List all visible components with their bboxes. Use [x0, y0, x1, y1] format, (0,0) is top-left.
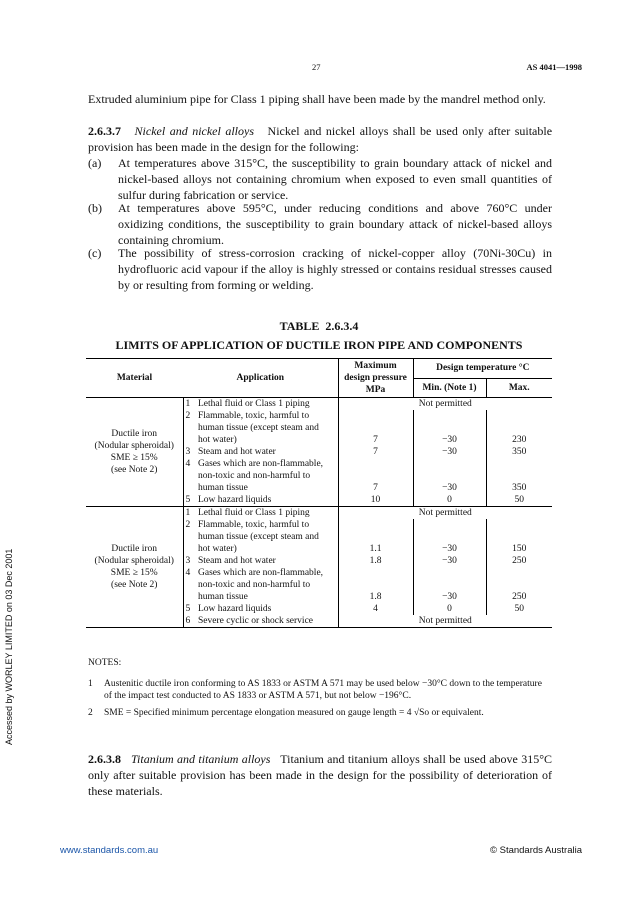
not-permitted-cell: Not permitted: [338, 398, 552, 411]
min-temp-cell: −30: [413, 458, 486, 494]
material-line: (see Note 2): [111, 580, 158, 590]
list-item-text: At temperatures above 595°C, under reducing conditions and above 760°C under oxidizing conditions, the susceptibility to grain boundary attack of nickel-based alloys containing chromium.: [118, 201, 552, 247]
max-temp-cell: 250: [486, 555, 552, 567]
application-cell: [196, 410, 338, 446]
application-line: Steam and hot water: [198, 447, 276, 457]
table-label: TABLE 2.6.3.4: [279, 319, 359, 333]
table-title: LIMITS OF APPLICATION OF DUCTILE IRON PIPE AND COMPONENTS: [115, 338, 523, 352]
material-cell: [86, 398, 183, 507]
application-cell: [196, 567, 338, 603]
section-title: Titanium and titanium alloys: [131, 752, 271, 766]
list-item-b: [88, 200, 552, 248]
note-number: 2: [88, 708, 93, 718]
row-number: 3: [183, 555, 196, 567]
row-number: 3: [183, 446, 196, 458]
application-line: human tissue: [198, 592, 248, 602]
note-1: [88, 678, 552, 702]
standard-number: AS 4041—1998: [526, 62, 582, 72]
application-line: Lethal fluid or Class 1 piping: [198, 399, 310, 409]
application-cell: [196, 507, 338, 520]
min-temp-cell: 0: [413, 603, 486, 615]
row-number: 1: [183, 507, 196, 520]
row-number: 4: [183, 567, 196, 603]
material-line: (Nodular spheroidal): [94, 556, 174, 566]
application-cell: [196, 519, 338, 555]
intro-paragraph: Extruded aluminium pipe for Class 1 piping shall have been made by the mandrel method only.: [88, 92, 546, 106]
access-stamp: Accessed by WORLEY LIMITED on 03 Dec 2001: [4, 548, 14, 745]
note-text: Austenitic ductile iron conforming to AS 1833 or ASTM A 571 may be used below −30°C down to the temperature of the impact test conducted to AS 1833 or ASTM A 571, but not below −196°C.: [104, 679, 542, 701]
header-material: Material: [86, 359, 183, 398]
limits-table: [86, 358, 552, 628]
pressure-cell: 7: [338, 410, 413, 446]
row-number: 5: [183, 603, 196, 615]
max-temp-cell: 350: [486, 446, 552, 458]
section-body: Nickel and nickel alloys shall be used only after suitable provision has been made in the design for the following:: [88, 124, 553, 154]
copyright: © Standards Australia: [489, 845, 582, 856]
max-temp-cell: 50: [486, 603, 552, 615]
list-item-label: (c): [88, 246, 102, 260]
page-number: 27: [312, 62, 321, 72]
application-cell: [196, 398, 338, 411]
list-item-c: [88, 245, 552, 293]
section-number: 2.6.3.8: [88, 752, 121, 766]
material-line: (see Note 2): [111, 465, 158, 475]
section-2637: [88, 123, 552, 155]
max-temp-cell: 350: [486, 458, 552, 494]
application-line: non-toxic and non-harmful to: [198, 580, 311, 590]
min-temp-cell: −30: [413, 519, 486, 555]
header-application: Application: [183, 359, 338, 398]
header-max-pressure: Maximum design pressure MPa: [338, 359, 413, 398]
note-number: 1: [88, 679, 93, 689]
list-item-text: At temperatures above 315°C, the susceptibility to grain boundary attack of nickel and nickel-based alloys not containing chromium when exposed to even small quantities of sulfur during fabrication or service.: [118, 156, 552, 202]
application-line: Flammable, toxic, harmful to: [198, 411, 310, 421]
notes-label: NOTES:: [88, 658, 122, 668]
note-text: SME = Specified minimum percentage elongation measured on gauge length = 4 √So or equivalent.: [104, 708, 484, 718]
min-temp-cell: −30: [413, 410, 486, 446]
application-line: Gases which are non-flammable,: [198, 459, 324, 469]
material-line: (Nodular spheroidal): [94, 441, 174, 451]
max-temp-cell: 150: [486, 519, 552, 555]
header-design-temp: Design temperature °C: [413, 359, 552, 379]
application-cell: [196, 494, 338, 507]
section-2638: [88, 751, 552, 799]
section-number: 2.6.3.7: [88, 124, 121, 138]
application-line: Lethal fluid or Class 1 piping: [198, 508, 310, 518]
row-number: 5: [183, 494, 196, 507]
min-temp-cell: −30: [413, 446, 486, 458]
application-line: non-toxic and non-harmful to: [198, 471, 311, 481]
max-temp-cell: 250: [486, 567, 552, 603]
application-line: Low hazard liquids: [198, 495, 272, 505]
list-item-label: (a): [88, 156, 102, 170]
list-item-text: The possibility of stress-corrosion cracking of nickel-copper alloy (70Ni-30Cu) in hydrofluoric acid vapour if the alloy is highly stressed or contains residual stresses caused by or resulting from forming or welding.: [118, 246, 552, 292]
application-line: human tissue: [198, 483, 248, 493]
application-line: Severe cyclic or shock service: [198, 616, 314, 626]
row-number: 2: [183, 410, 196, 446]
row-number: 4: [183, 458, 196, 494]
website-link[interactable]: www.standards.com.au: [60, 845, 159, 856]
material-line: Ductile iron: [111, 544, 158, 554]
max-temp-cell: 50: [486, 494, 552, 507]
material-line: SME ≥ 15%: [110, 568, 158, 578]
note-2: [88, 707, 552, 719]
table-row: [86, 507, 552, 520]
min-temp-cell: −30: [413, 555, 486, 567]
row-number: 1: [183, 398, 196, 411]
pressure-cell: 1.1: [338, 519, 413, 555]
not-permitted-cell: Not permitted: [338, 507, 552, 520]
pressure-cell: 10: [338, 494, 413, 507]
application-line: human tissue (except steam and: [198, 423, 319, 433]
application-line: Steam and hot water: [198, 556, 276, 566]
application-line: human tissue (except steam and: [198, 532, 319, 542]
list-item-a: [88, 155, 552, 203]
pressure-cell: 4: [338, 603, 413, 615]
application-line: Flammable, toxic, harmful to: [198, 520, 310, 530]
application-line: hot water): [198, 435, 237, 445]
application-cell: [196, 603, 338, 615]
table-row: [86, 398, 552, 411]
application-cell: [196, 615, 338, 628]
min-temp-cell: −30: [413, 567, 486, 603]
pressure-cell: 1.8: [338, 567, 413, 603]
material-line: SME ≥ 15%: [110, 453, 158, 463]
material-cell: [86, 507, 183, 628]
pressure-cell: 7: [338, 446, 413, 458]
application-line: Low hazard liquids: [198, 604, 272, 614]
row-number: 6: [183, 615, 196, 628]
application-cell: [196, 555, 338, 567]
application-cell: [196, 446, 338, 458]
pressure-cell: 7: [338, 458, 413, 494]
material-line: Ductile iron: [111, 429, 158, 439]
min-temp-cell: 0: [413, 494, 486, 507]
row-number: 2: [183, 519, 196, 555]
application-cell: [196, 458, 338, 494]
application-line: hot water): [198, 544, 237, 554]
header-max: Max.: [486, 378, 552, 398]
application-line: Gases which are non-flammable,: [198, 568, 324, 578]
max-temp-cell: 230: [486, 410, 552, 446]
pressure-cell: 1.8: [338, 555, 413, 567]
section-title: Nickel and nickel alloys: [134, 124, 255, 138]
section-body: Titanium and titanium alloys shall be used above 315°C only after suitable provision has been made in the design for the possibility of deterioration of these materials.: [88, 752, 552, 798]
not-permitted-cell: Not permitted: [338, 615, 552, 628]
header-min: Min. (Note 1): [413, 378, 486, 398]
list-item-label: (b): [88, 201, 102, 215]
